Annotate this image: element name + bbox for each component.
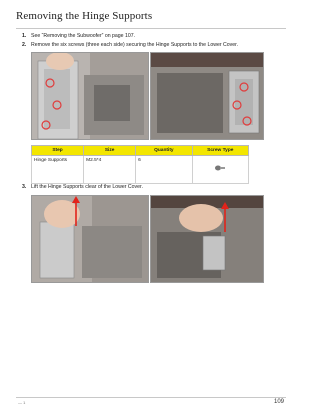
photo-left-lift-support bbox=[31, 195, 149, 283]
photo-right-hinge-screws bbox=[150, 52, 264, 140]
step-1-number: 1. bbox=[22, 33, 27, 39]
header-size: Size bbox=[84, 146, 136, 156]
cell-size: M2.5*4 bbox=[84, 156, 136, 184]
cell-step: Hinge Supports bbox=[32, 156, 84, 184]
table-row bbox=[32, 156, 249, 184]
photo-right-lift-support bbox=[150, 195, 264, 283]
footer-rule bbox=[16, 397, 286, 398]
step-2 bbox=[22, 42, 238, 48]
step-2-text: Remove the six screws (three each side) securing the Hinge Supports to the Lower Cover. bbox=[31, 42, 239, 48]
screw-icon bbox=[214, 164, 226, 172]
page-title: Removing the Hinge Supports bbox=[16, 10, 153, 22]
step-2-number: 2. bbox=[22, 42, 27, 48]
page-number: 109 bbox=[273, 399, 284, 405]
step-1-text: See “Removing the Subwoofer” on page 107. bbox=[31, 33, 136, 39]
step-3 bbox=[22, 184, 143, 190]
header-step: Step bbox=[32, 146, 84, 156]
parts-table-header bbox=[32, 146, 249, 156]
step-1 bbox=[22, 33, 135, 39]
step-3-text: Lift the Hinge Supports clear of the Lower Cover. bbox=[31, 184, 143, 190]
header-screw-type: Screw Type bbox=[192, 146, 248, 156]
title-rule bbox=[16, 28, 286, 29]
parts-table bbox=[31, 145, 249, 184]
step-3-number: 3. bbox=[22, 184, 27, 190]
footer-chapter: — 1 bbox=[18, 400, 26, 405]
photo-left-hinge-screws bbox=[31, 52, 149, 140]
header-quantity: Quantity bbox=[136, 146, 192, 156]
cell-screw-type bbox=[192, 156, 248, 184]
cell-quantity: 6 bbox=[136, 156, 192, 184]
